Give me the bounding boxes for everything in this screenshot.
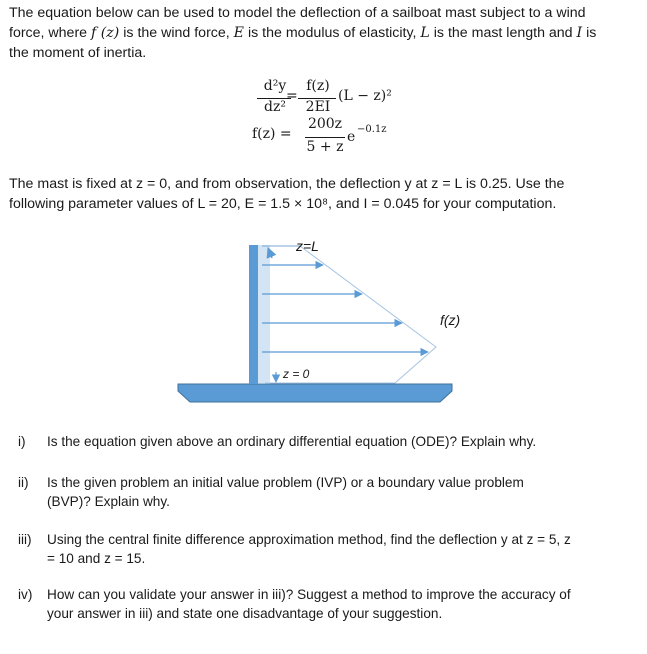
eq1-rhs-numerator: f(z) xyxy=(306,78,330,94)
question-iii xyxy=(18,530,618,570)
question-ii xyxy=(18,473,618,513)
intro-text: is the mast length and xyxy=(429,25,577,41)
label-z-equals-0: z = 0 xyxy=(283,367,310,381)
eq2-exp-power: −0.1z xyxy=(357,124,387,135)
eq2-fraction-bar xyxy=(305,137,345,138)
question-text: Is the given problem an initial value problem (IVP) or a boundary value problem (BVP)? Explain why. xyxy=(47,475,524,509)
eq2-lhs: f(z) = xyxy=(252,126,292,142)
question-iv xyxy=(18,585,618,625)
intro-line-1: The equation below can be used to model the deflection of a sailboat mast subject to a wind xyxy=(9,5,586,21)
intro-text: is the modulus of elasticity, xyxy=(244,25,421,41)
question-text: How can you validate your answer in iii)? Suggest a method to improve the accuracy of your answer in iii) and state one disadvantage of your suggestion. xyxy=(47,587,571,621)
intro-text: is the wind force, xyxy=(119,25,234,41)
question-text: Using the central finite difference approximation method, find the deflection y at z = 5, z = 10 and z = 15. xyxy=(47,532,571,566)
eq1-rhs-denominator: 2EI xyxy=(305,99,331,115)
symbol-I: I xyxy=(576,25,583,41)
symbol-L: L xyxy=(420,25,430,41)
mast-inner xyxy=(258,245,270,384)
conditions-line-1: The mast is fixed at z = 0, and from observation, the deflection y at z = L is 0.25. Use the xyxy=(9,176,565,192)
eq2-denominator: 5 + z xyxy=(306,139,344,155)
symbol-E: E xyxy=(233,25,245,41)
base-platform xyxy=(178,384,452,402)
conditions-paragraph xyxy=(9,174,635,214)
eq2-numerator: 200z xyxy=(307,116,343,132)
symbol-fz: f (z) xyxy=(91,25,120,41)
question-number: iii) xyxy=(18,532,32,547)
question-i xyxy=(18,432,618,452)
intro-text: is xyxy=(582,25,597,41)
question-number: ii) xyxy=(18,475,29,490)
eq1-rhs-tail: (L − z)² xyxy=(338,88,392,104)
intro-paragraph xyxy=(9,3,635,63)
label-z-equals-L: z=L xyxy=(296,238,319,254)
eq2-exp-base: e xyxy=(347,129,356,145)
intro-line-2 xyxy=(9,23,635,43)
top-arrow xyxy=(268,248,272,258)
force-arrows xyxy=(262,265,428,352)
eq1-lhs-numerator: d²y xyxy=(263,78,287,94)
question-text: Is the equation given above an ordinary differential equation (ODE)? Explain why. xyxy=(47,434,537,449)
question-number: i) xyxy=(18,434,26,449)
conditions-line-2: following parameter values of L = 20, E = 1.5 × 10⁸, and I = 0.045 for your computation. xyxy=(9,196,557,212)
eq1-lhs-denominator: dz² xyxy=(264,99,286,115)
mast xyxy=(249,245,258,384)
load-envelope xyxy=(300,246,436,383)
eq1-equals: = xyxy=(286,88,298,104)
intro-line-3: the moment of inertia. xyxy=(9,45,147,61)
question-number: iv) xyxy=(18,587,33,602)
label-fz: f(z) xyxy=(440,312,461,328)
intro-text: force, where xyxy=(9,25,92,41)
